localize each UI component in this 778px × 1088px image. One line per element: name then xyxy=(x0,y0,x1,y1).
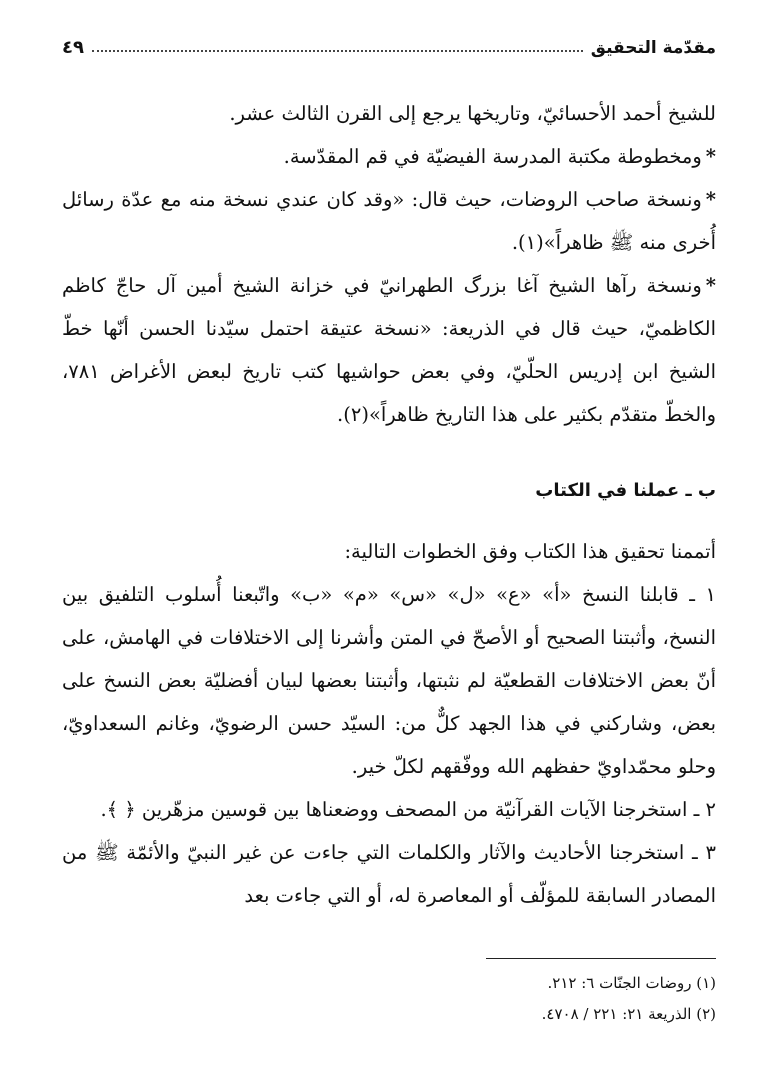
paragraph: ٣ ـ استخرجنا الأحاديث والآثار والكلمات التي جاءت عن غير النبيّ والأئمّة ﷺ من المصادر السابقة للمؤلّف أو المعاصرة له، أو التي جاءت بعد xyxy=(62,841,716,907)
paragraph: ١ ـ قابلنا النسخ «أ» «ع» «ل» «س» «م» «ب» واتّبعنا أُسلوب التلفيق بين النسخ، وأثبتنا الصحيح أو الأصحّ في المتن وأشرنا إلى الاختلافات في الهامش، على أنّ بعض الاختلافات القطعيّة لم نثبتها، وأثبتنا بعضها لبيان أفضليّة بعض النسخ على بعض، وشاركني في هذا الجهد كلٌّ من: السيّد حسن الرضويّ، وغانم السعداويّ، وحلو محمّداويّ حفظهم الله ووفّقهم لكلّ خير. xyxy=(62,583,716,778)
body-text-bottom xyxy=(62,530,716,917)
paragraph xyxy=(62,135,716,178)
paragraph xyxy=(62,264,716,436)
paragraph-text: ومخطوطة مكتبة المدرسة الفيضيّة في قم المقدّسة. xyxy=(283,145,702,168)
header-title: مقدّمة التحقيق xyxy=(590,38,716,58)
bullet-star: * xyxy=(705,188,716,211)
footnote: (١) روضات الجنّات ٦: ٢١٢. xyxy=(547,974,716,992)
body-text-top xyxy=(62,92,716,436)
footnote: (٢) الذريعة ٢١: ٢٢١ / ٤٧٠٨. xyxy=(541,1005,716,1023)
bullet-star: * xyxy=(705,274,716,297)
paragraph xyxy=(62,178,716,264)
paragraph: أتممنا تحقيق هذا الكتاب وفق الخطوات التالية: xyxy=(344,540,716,563)
footnotes xyxy=(62,968,716,1030)
paragraph xyxy=(62,92,716,135)
paragraph-text: ونسخة صاحب الروضات، حيث قال: «وقد كان عندي نسخة منه مع عدّة رسائل أُخرى منه ﷺ ظاهراً»(١). xyxy=(62,188,716,254)
running-header xyxy=(62,30,716,58)
page-number: ٤٩ xyxy=(62,37,84,58)
footnote-separator xyxy=(486,958,716,959)
paragraph-text: ونسخة رآها الشيخ آغا بزرگ الطهرانيّ في خزانة الشيخ أمين آل حاجّ كاظم الكاظميّ، حيث قال في الذريعة: «نسخة عتيقة احتمل سيّدنا الحسن أنّها خطّ الشيخ ابن إدريس الحلّيّ، وفي بعض حواشيها كتب تاريخ لبعض الأغراض ٧٨١، والخطّ متقدّم بكثير على هذا التاريخ ظاهراً»(٢). xyxy=(62,274,716,426)
paragraph-text: للشيخ أحمد الأحسائيّ، وتاريخها يرجع إلى القرن الثالث عشر. xyxy=(229,102,716,125)
paragraph: ٢ ـ استخرجنا الآيات القرآنيّة من المصحف ووضعناها بين قوسين مزهّرين ﴿ ﴾. xyxy=(100,798,716,821)
bullet-star: * xyxy=(705,145,716,168)
section-heading: ب ـ عملنا في الكتاب xyxy=(535,480,716,501)
header-leader-dots xyxy=(92,50,583,52)
